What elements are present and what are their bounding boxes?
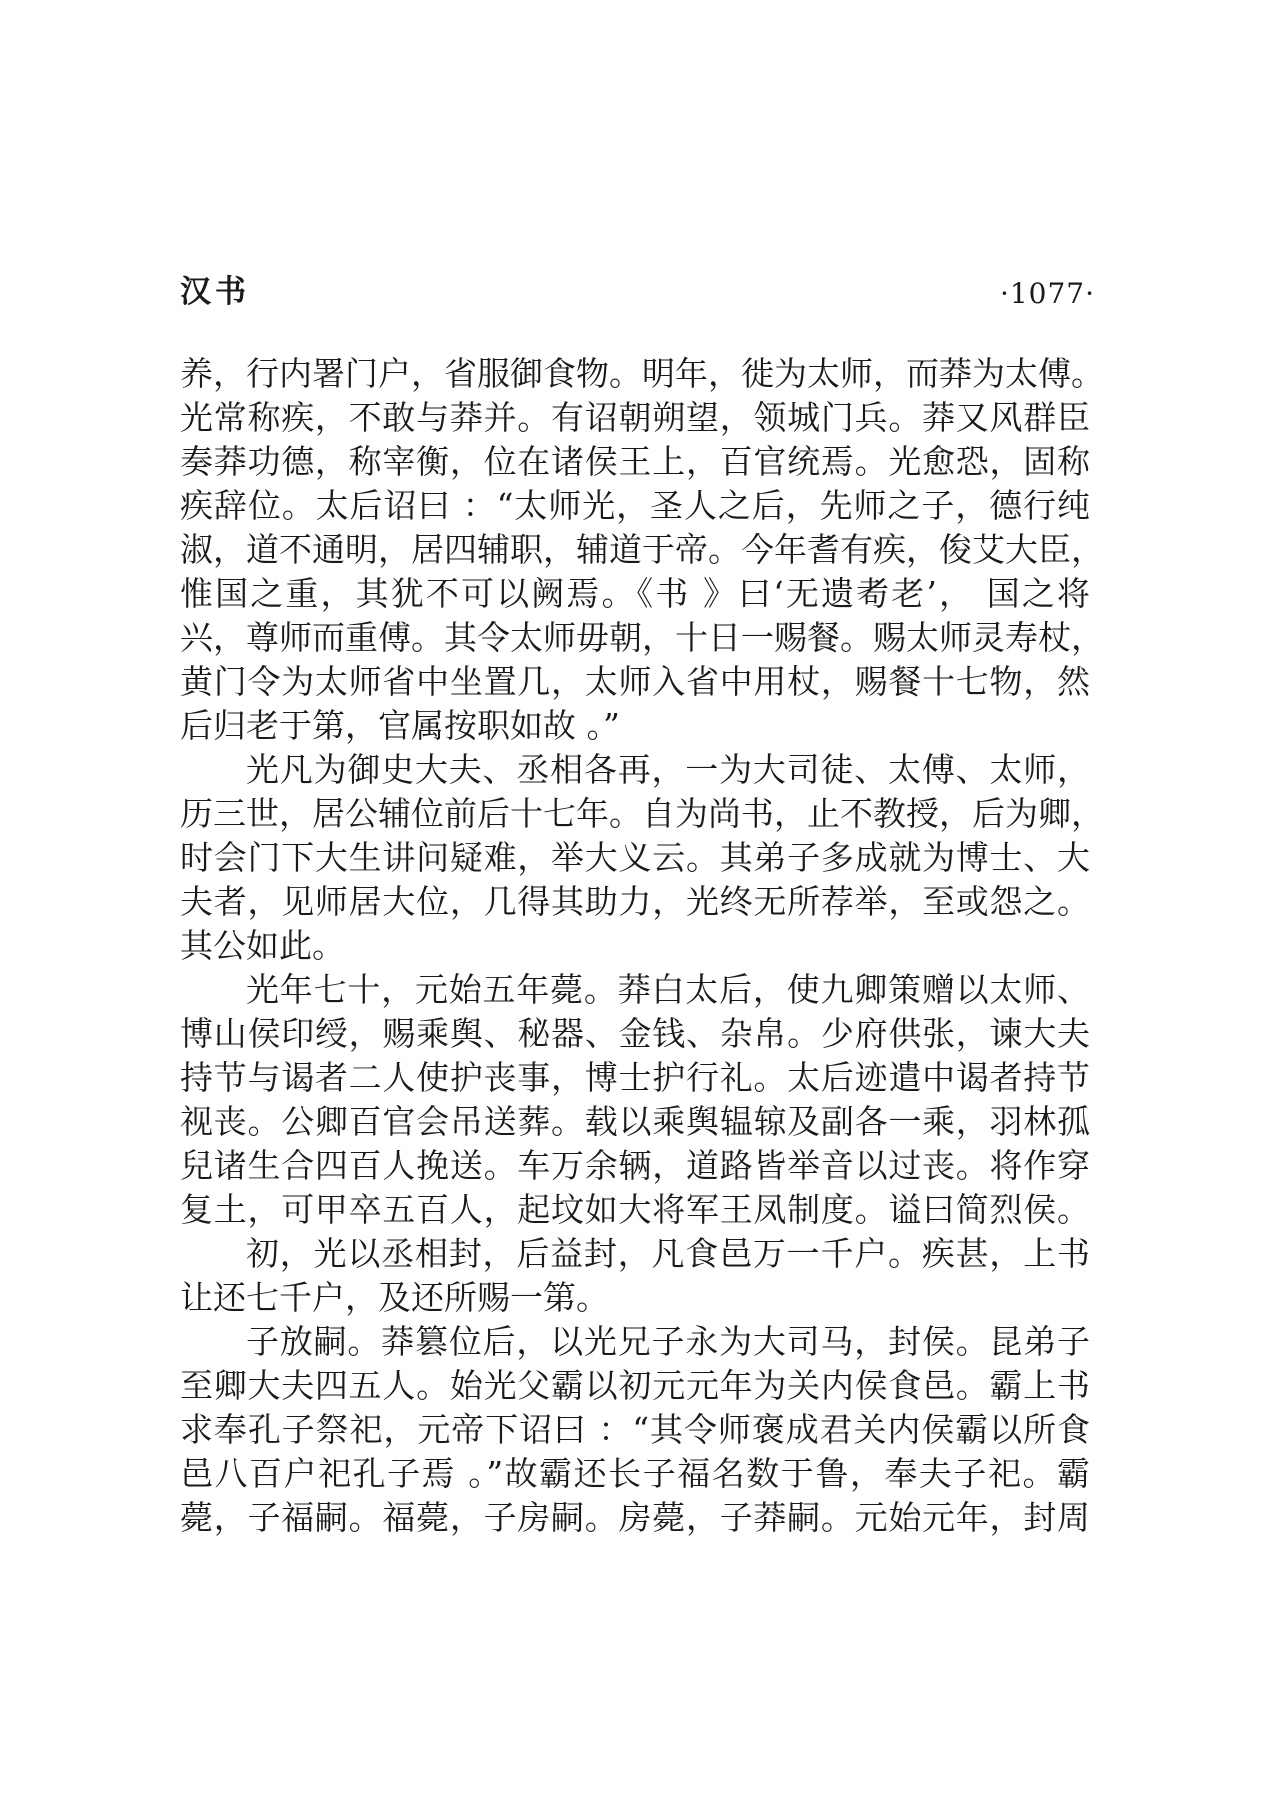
text-line: 淑，道不通明，居四辅职，辅道于帝。今年耆有疾，俊艾大臣， xyxy=(180,530,1104,569)
text-line: 邑八百户祀孔子焉 。”故霸还长子福名数于鲁，奉夫子祀。霸 xyxy=(180,1454,1090,1493)
book-title: 汉书 xyxy=(180,274,250,310)
text-line: 光常称疾，不敢与莽并。有诏朝朔望，领城门兵。莽又风群臣 xyxy=(180,398,1090,437)
text-line: 疾辞位。太后诏曰 ：“太师光，圣人之后，先师之子，德行纯 xyxy=(180,486,1090,525)
body-text xyxy=(180,352,1104,1540)
text-line: 历三世，居公辅位前后十七年。自为尚书，止不教授，后为卿， xyxy=(180,794,1104,833)
text-line: 初，光以丞相封，后益封，凡食邑万一千户。疾甚，上书 xyxy=(246,1234,1090,1273)
text-line: 至卿大夫四五人。始光父霸以初元元年为关内侯食邑。霸上书 xyxy=(180,1366,1090,1405)
text-line: 奏莽功德，称宰衡，位在诸侯王上，百官统焉。光愈恐，固称 xyxy=(180,442,1090,481)
text-line: 复土，可甲卒五百人，起坟如大将军王凤制度。谥曰简烈侯。 xyxy=(180,1190,1090,1229)
text-line: 后归老于第，官属按职如故 。” xyxy=(180,706,620,745)
text-line: 兒诸生合四百人挽送。车万余辆，道路皆举音以过丧。将作穿 xyxy=(180,1146,1090,1185)
text-line: 视丧。公卿百官会吊送葬。载以乘舆辒辌及副各一乘，羽林孤 xyxy=(180,1102,1090,1141)
text-line: 让还七千户，及还所赐一第。 xyxy=(180,1278,609,1317)
text-line: 养，行内署门户，省服御食物。明年，徙为太师，而莽为太傅。 xyxy=(180,354,1104,393)
text-line: 夫者，见师居大位，几得其助力，光终无所荐举，至或怨之。 xyxy=(180,882,1090,921)
text-line: 时会门下大生讲问疑难，举大义云。其弟子多成就为博士、大 xyxy=(180,838,1090,877)
text-line: 子放嗣。莽篡位后，以光兄子永为大司马，封侯。昆弟子 xyxy=(246,1322,1090,1361)
text-line: 光年七十，元始五年薨。莽白太后，使九卿策赠以太师、 xyxy=(246,970,1090,1009)
text-line: 其公如此。 xyxy=(180,926,345,965)
text-line: 薨，子福嗣。福薨，子房嗣。房薨，子莽嗣。元始元年，封周 xyxy=(180,1498,1090,1537)
text-line: 博山侯印绶，赐乘舆、秘器、金钱、杂帛。少府供张，谏大夫 xyxy=(180,1014,1090,1053)
text-line: 求奉孔子祭祀，元帝下诏曰 ：“其令师褒成君关内侯霸以所食 xyxy=(180,1410,1090,1449)
text-line: 光凡为御史大夫、丞相各再，一为大司徒、太傅、太师， xyxy=(246,750,1090,789)
running-head xyxy=(180,272,1095,318)
text-line: 惟国之重，其犹不可以阙焉。《书 》曰‘无遗耇老’， 国之将 xyxy=(180,574,1090,613)
text-line: 黄门令为太师省中坐置几，太师入省中用杖，赐餐十七物，然 xyxy=(180,662,1090,701)
text-line: 持节与谒者二人使护丧事，博士护行礼。太后迹遣中谒者持节 xyxy=(180,1058,1090,1097)
page-number: ·1077· xyxy=(999,277,1095,310)
text-line: 兴，尊师而重傅。其令太师毋朝，十日一赐餐。赐太师灵寿杖， xyxy=(180,618,1104,657)
